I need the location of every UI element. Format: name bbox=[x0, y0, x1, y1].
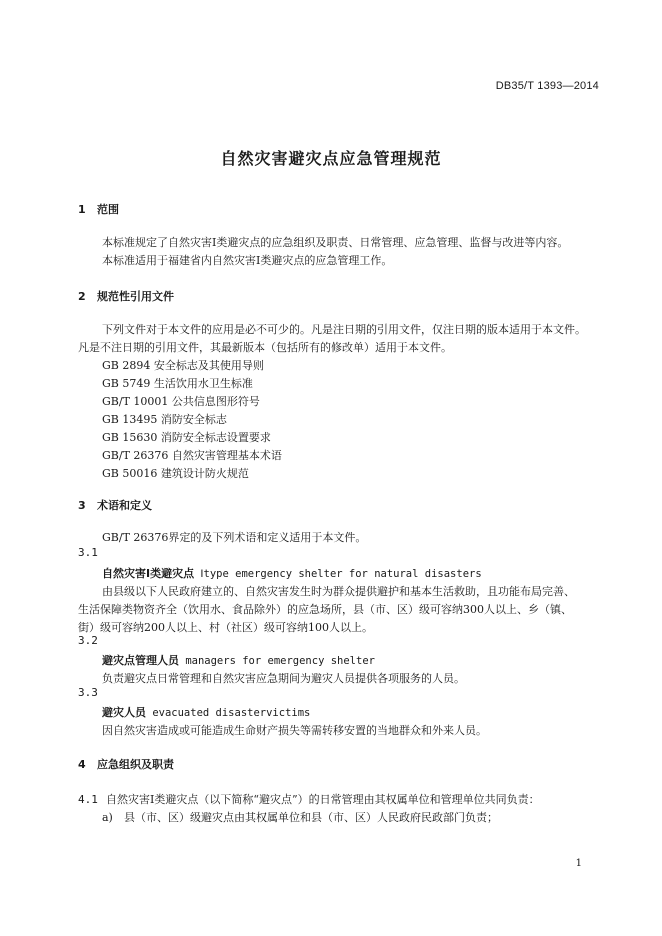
term-en: evacuated disastervictims bbox=[146, 707, 311, 719]
term-en: Ⅰtype emergency shelter for natural disasters bbox=[194, 568, 482, 580]
terms-intro: GB/T 26376界定的及下列术语和定义适用于本文件。 bbox=[102, 531, 367, 544]
reference-item: GB 2894 安全标志及其使用导则 bbox=[102, 359, 264, 372]
term-zh: 避灾点管理人员 bbox=[102, 654, 179, 667]
section-number: 4 bbox=[78, 758, 86, 771]
term-entry bbox=[102, 565, 482, 581]
page-number: 1 bbox=[575, 858, 582, 869]
term-zh: 避灾人员 bbox=[102, 706, 146, 719]
term-zh: 自然灾害Ⅰ类避灾点 bbox=[102, 567, 195, 580]
term-number: 3.1 bbox=[78, 546, 98, 559]
term-definition-line: 生活保障类物资齐全（饮用水、食品除外）的应急场所，县（市、区）级可容纳300人以上、乡（镇、 bbox=[78, 603, 572, 616]
term-number: 3.3 bbox=[78, 686, 98, 699]
term-definition-line: 街）级可容纳200人以上、村（社区）级可容纳100人以上。 bbox=[78, 621, 373, 634]
section-2-heading bbox=[78, 288, 174, 304]
term-entry bbox=[102, 704, 310, 720]
term-en: managers for emergency shelter bbox=[179, 655, 375, 667]
reference-item: GB 15630 消防安全标志设置要求 bbox=[102, 431, 271, 444]
section-1-heading bbox=[78, 201, 119, 217]
clause-4-1 bbox=[78, 791, 540, 807]
list-label: a) bbox=[102, 811, 113, 824]
reference-item: GB/T 10001 公共信息图形符号 bbox=[102, 395, 260, 408]
list-item-a bbox=[102, 809, 498, 825]
normative-paragraph-line-1: 下列文件对于本文件的应用是必不可少的。凡是注日期的引用文件，仅注日期的版本适用于本文件。 bbox=[102, 323, 586, 336]
document-code: DB35/T 1393—2014 bbox=[495, 80, 599, 92]
reference-item: GB 50016 建筑设计防火规范 bbox=[102, 467, 249, 480]
reference-item: GB 5749 生活饮用水卫生标准 bbox=[102, 377, 253, 390]
section-title: 范围 bbox=[97, 203, 119, 216]
clause-number: 4.1 bbox=[78, 793, 98, 806]
section-title: 术语和定义 bbox=[97, 499, 152, 512]
section-number: 2 bbox=[78, 290, 86, 303]
normative-paragraph-line-2: 凡是不注日期的引用文件，其最新版本（包括所有的修改单）适用于本文件。 bbox=[78, 341, 452, 354]
list-text: 县（市、区）级避灾点由其权属单位和县（市、区）人民政府民政部门负责； bbox=[124, 811, 498, 824]
scope-paragraph-2: 本标准适用于福建省内自然灾害Ⅰ类避灾点的应急管理工作。 bbox=[102, 254, 393, 267]
reference-item: GB/T 26376 自然灾害管理基本术语 bbox=[102, 449, 282, 462]
term-entry bbox=[102, 652, 375, 668]
term-number: 3.2 bbox=[78, 634, 98, 647]
section-4-heading bbox=[78, 756, 174, 772]
term-definition-line: 因自然灾害造成或可能造成生命财产损失等需转移安置的当地群众和外来人员。 bbox=[102, 724, 487, 737]
scope-paragraph-1: 本标准规定了自然灾害Ⅰ类避灾点的应急组织及职责、日常管理、应急管理、监督与改进等内容。 bbox=[102, 236, 569, 249]
term-definition-line: 由县级以下人民政府建立的、自然灾害发生时为群众提供避护和基本生活救助，且功能布局完善、 bbox=[102, 585, 575, 598]
document-title: 自然灾害避灾点应急管理规范 bbox=[220, 149, 442, 168]
clause-text: 自然灾害Ⅰ类避灾点（以下简称“避灾点”）的日常管理由其权属单位和管理单位共同负责： bbox=[106, 793, 540, 806]
section-number: 1 bbox=[78, 203, 86, 216]
section-title: 规范性引用文件 bbox=[97, 290, 174, 303]
section-3-heading bbox=[78, 497, 152, 513]
term-definition-line: 负责避灾点日常管理和自然灾害应急期间为避灾人员提供各项服务的人员。 bbox=[102, 672, 465, 685]
section-title: 应急组织及职责 bbox=[97, 758, 174, 771]
reference-item: GB 13495 消防安全标志 bbox=[102, 413, 227, 426]
section-number: 3 bbox=[78, 499, 86, 512]
